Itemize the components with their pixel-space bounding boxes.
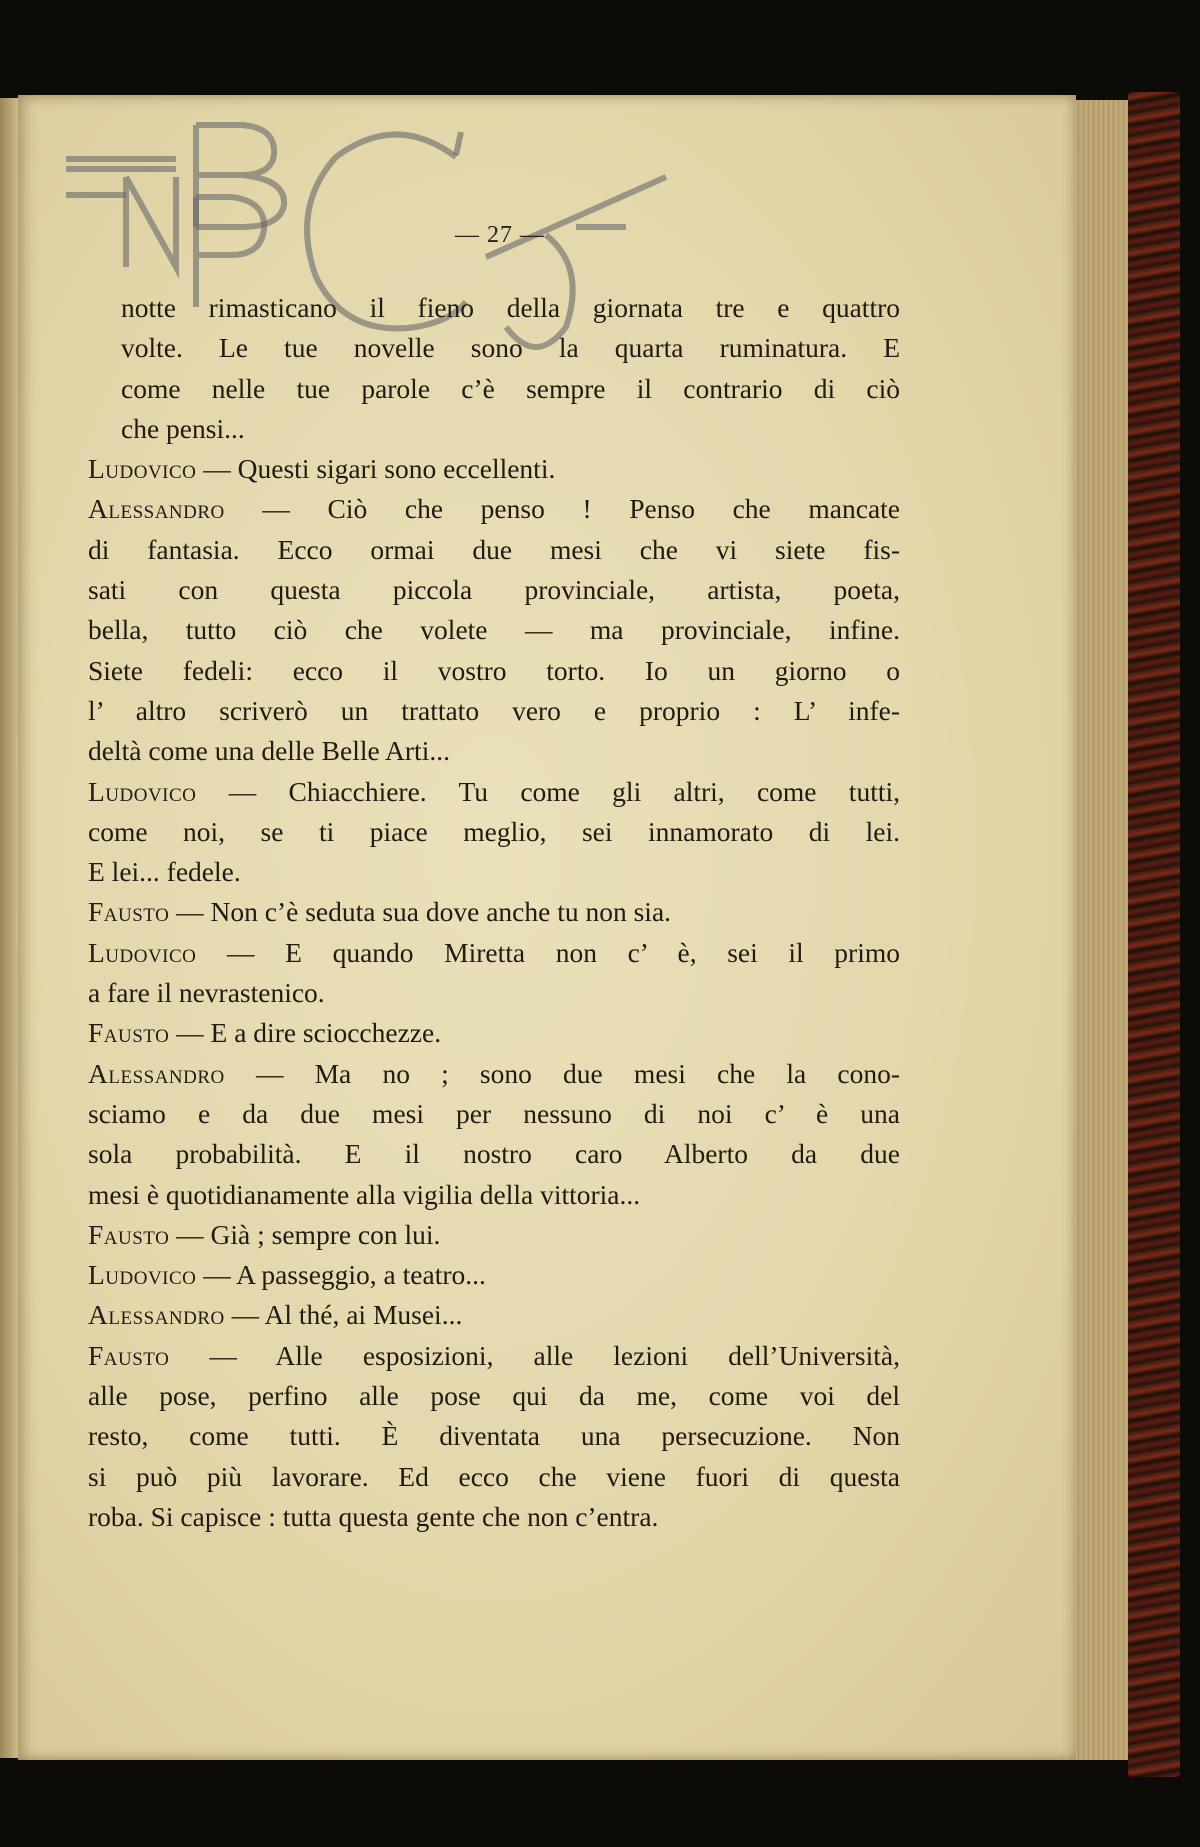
speech-first-line bbox=[88, 449, 900, 489]
text-line: resto, come tutti. È diventata una persecuzione. Non bbox=[88, 1420, 900, 1452]
speech-text: — E a dire sciocchezze. bbox=[169, 1017, 442, 1049]
speech-first-line bbox=[88, 1295, 900, 1335]
speech-text: — Ciò che penso ! Penso che mancate bbox=[224, 493, 900, 525]
page-number: — 27 — bbox=[455, 222, 545, 248]
speech-first-line bbox=[88, 489, 900, 529]
speaker-name: Fausto bbox=[88, 1218, 170, 1250]
speech-first-line bbox=[88, 1215, 900, 1255]
marbled-cover-edge bbox=[1128, 92, 1180, 1777]
text-line: come nelle tue parole c’è sempre il contrario di ciò bbox=[121, 372, 900, 404]
speech-text: — A passeggio, a teatro... bbox=[196, 1259, 486, 1291]
speaker-name: Ludovico bbox=[88, 775, 197, 807]
dialogue-speech bbox=[88, 1336, 900, 1537]
text-line: bella, tutto ciò che volete — ma provinciale, infine. bbox=[88, 614, 900, 646]
speaker-name: Fausto bbox=[88, 1339, 170, 1371]
speaker-name: Ludovico bbox=[88, 936, 197, 968]
dialogue-speech bbox=[88, 1295, 900, 1335]
speaker-name: Fausto bbox=[88, 1017, 170, 1049]
text-line: Siete fedeli: ecco il vostro torto. Io un giorno o bbox=[88, 654, 900, 686]
dialogue-speech bbox=[88, 1054, 900, 1215]
text-line: notte rimasticano il fieno della giornata tre e quattro bbox=[121, 292, 900, 323]
dialogue-continuation bbox=[88, 288, 900, 449]
speech-first-line bbox=[88, 933, 900, 973]
speech-first-line bbox=[88, 1255, 900, 1295]
speech-first-line bbox=[88, 1054, 900, 1094]
speech-first-line bbox=[88, 1336, 900, 1376]
text-line: sciamo e da due mesi per nessuno di noi c’ è una bbox=[88, 1097, 900, 1129]
dialogue-speech bbox=[88, 1013, 900, 1053]
speech-text: — Al thé, ai Musei... bbox=[224, 1299, 463, 1331]
speech-text: — Già ; sempre con lui. bbox=[169, 1218, 441, 1250]
speech-first-line bbox=[88, 772, 900, 812]
speech-text: — Non c’è seduta sua dove anche tu non sia. bbox=[169, 896, 672, 928]
dialogue-speech bbox=[88, 449, 900, 489]
text-line: come noi, se ti piace meglio, sei innamorato di lei. bbox=[88, 815, 900, 847]
dialogue-speech bbox=[88, 489, 900, 771]
text-line: deltà come una delle Belle Arti... bbox=[88, 735, 450, 767]
dialogue-speech bbox=[88, 1215, 900, 1255]
text-line: mesi è quotidianamente alla vigilia della vittoria... bbox=[88, 1178, 641, 1210]
speaker-name: Alessandro bbox=[88, 493, 225, 525]
speaker-name: Alessandro bbox=[88, 1057, 225, 1089]
text-line: roba. Si capisce : tutta questa gente che non c’entra. bbox=[88, 1500, 659, 1532]
speaker-name: Alessandro bbox=[88, 1299, 225, 1331]
speech-text: — Questi sigari sono eccellenti. bbox=[196, 453, 556, 485]
speech-first-line bbox=[88, 1013, 900, 1053]
speaker-name: Ludovico bbox=[88, 1259, 197, 1291]
text-line: di fantasia. Ecco ormai due mesi che vi siete fis- bbox=[88, 533, 900, 565]
text-line: volte. Le tue novelle sono la quarta ruminatura. E bbox=[121, 332, 900, 364]
text-line: che pensi... bbox=[121, 412, 245, 444]
speech-text: — Ma no ; sono due mesi che la cono- bbox=[224, 1057, 900, 1089]
speaker-name: Fausto bbox=[88, 896, 170, 928]
speaker-name: Ludovico bbox=[88, 453, 197, 485]
left-page-edge bbox=[0, 98, 18, 1758]
dialogue-speech bbox=[88, 892, 900, 932]
speech-first-line bbox=[88, 892, 900, 932]
text-line: a fare il nevrastenico. bbox=[88, 977, 325, 1009]
dialogue-speech bbox=[88, 772, 900, 893]
speech-text: — Alle esposizioni, alle lezioni dell’Università, bbox=[169, 1339, 900, 1371]
speech-text: — E quando Miretta non c’ è, sei il primo bbox=[196, 936, 900, 968]
text-line: l’ altro scriverò un trattato vero e proprio : L’ infe- bbox=[88, 694, 900, 726]
text-line: alle pose, perfino alle pose qui da me, come voi del bbox=[88, 1380, 900, 1412]
text-line: si può più lavorare. Ed ecco che viene fuori di questa bbox=[88, 1460, 900, 1492]
text-line: E lei... fedele. bbox=[88, 856, 241, 888]
dialogue-speech bbox=[88, 933, 900, 1014]
text-line: sola probabilità. E il nostro caro Alberto da due bbox=[88, 1138, 900, 1170]
speech-text: — Chiacchiere. Tu come gli altri, come tutti, bbox=[196, 775, 900, 807]
text-line: sati con questa piccola provinciale, artista, poeta, bbox=[88, 574, 900, 606]
dialogue-speech bbox=[88, 1255, 900, 1295]
dialogue-text-block bbox=[88, 288, 900, 1537]
